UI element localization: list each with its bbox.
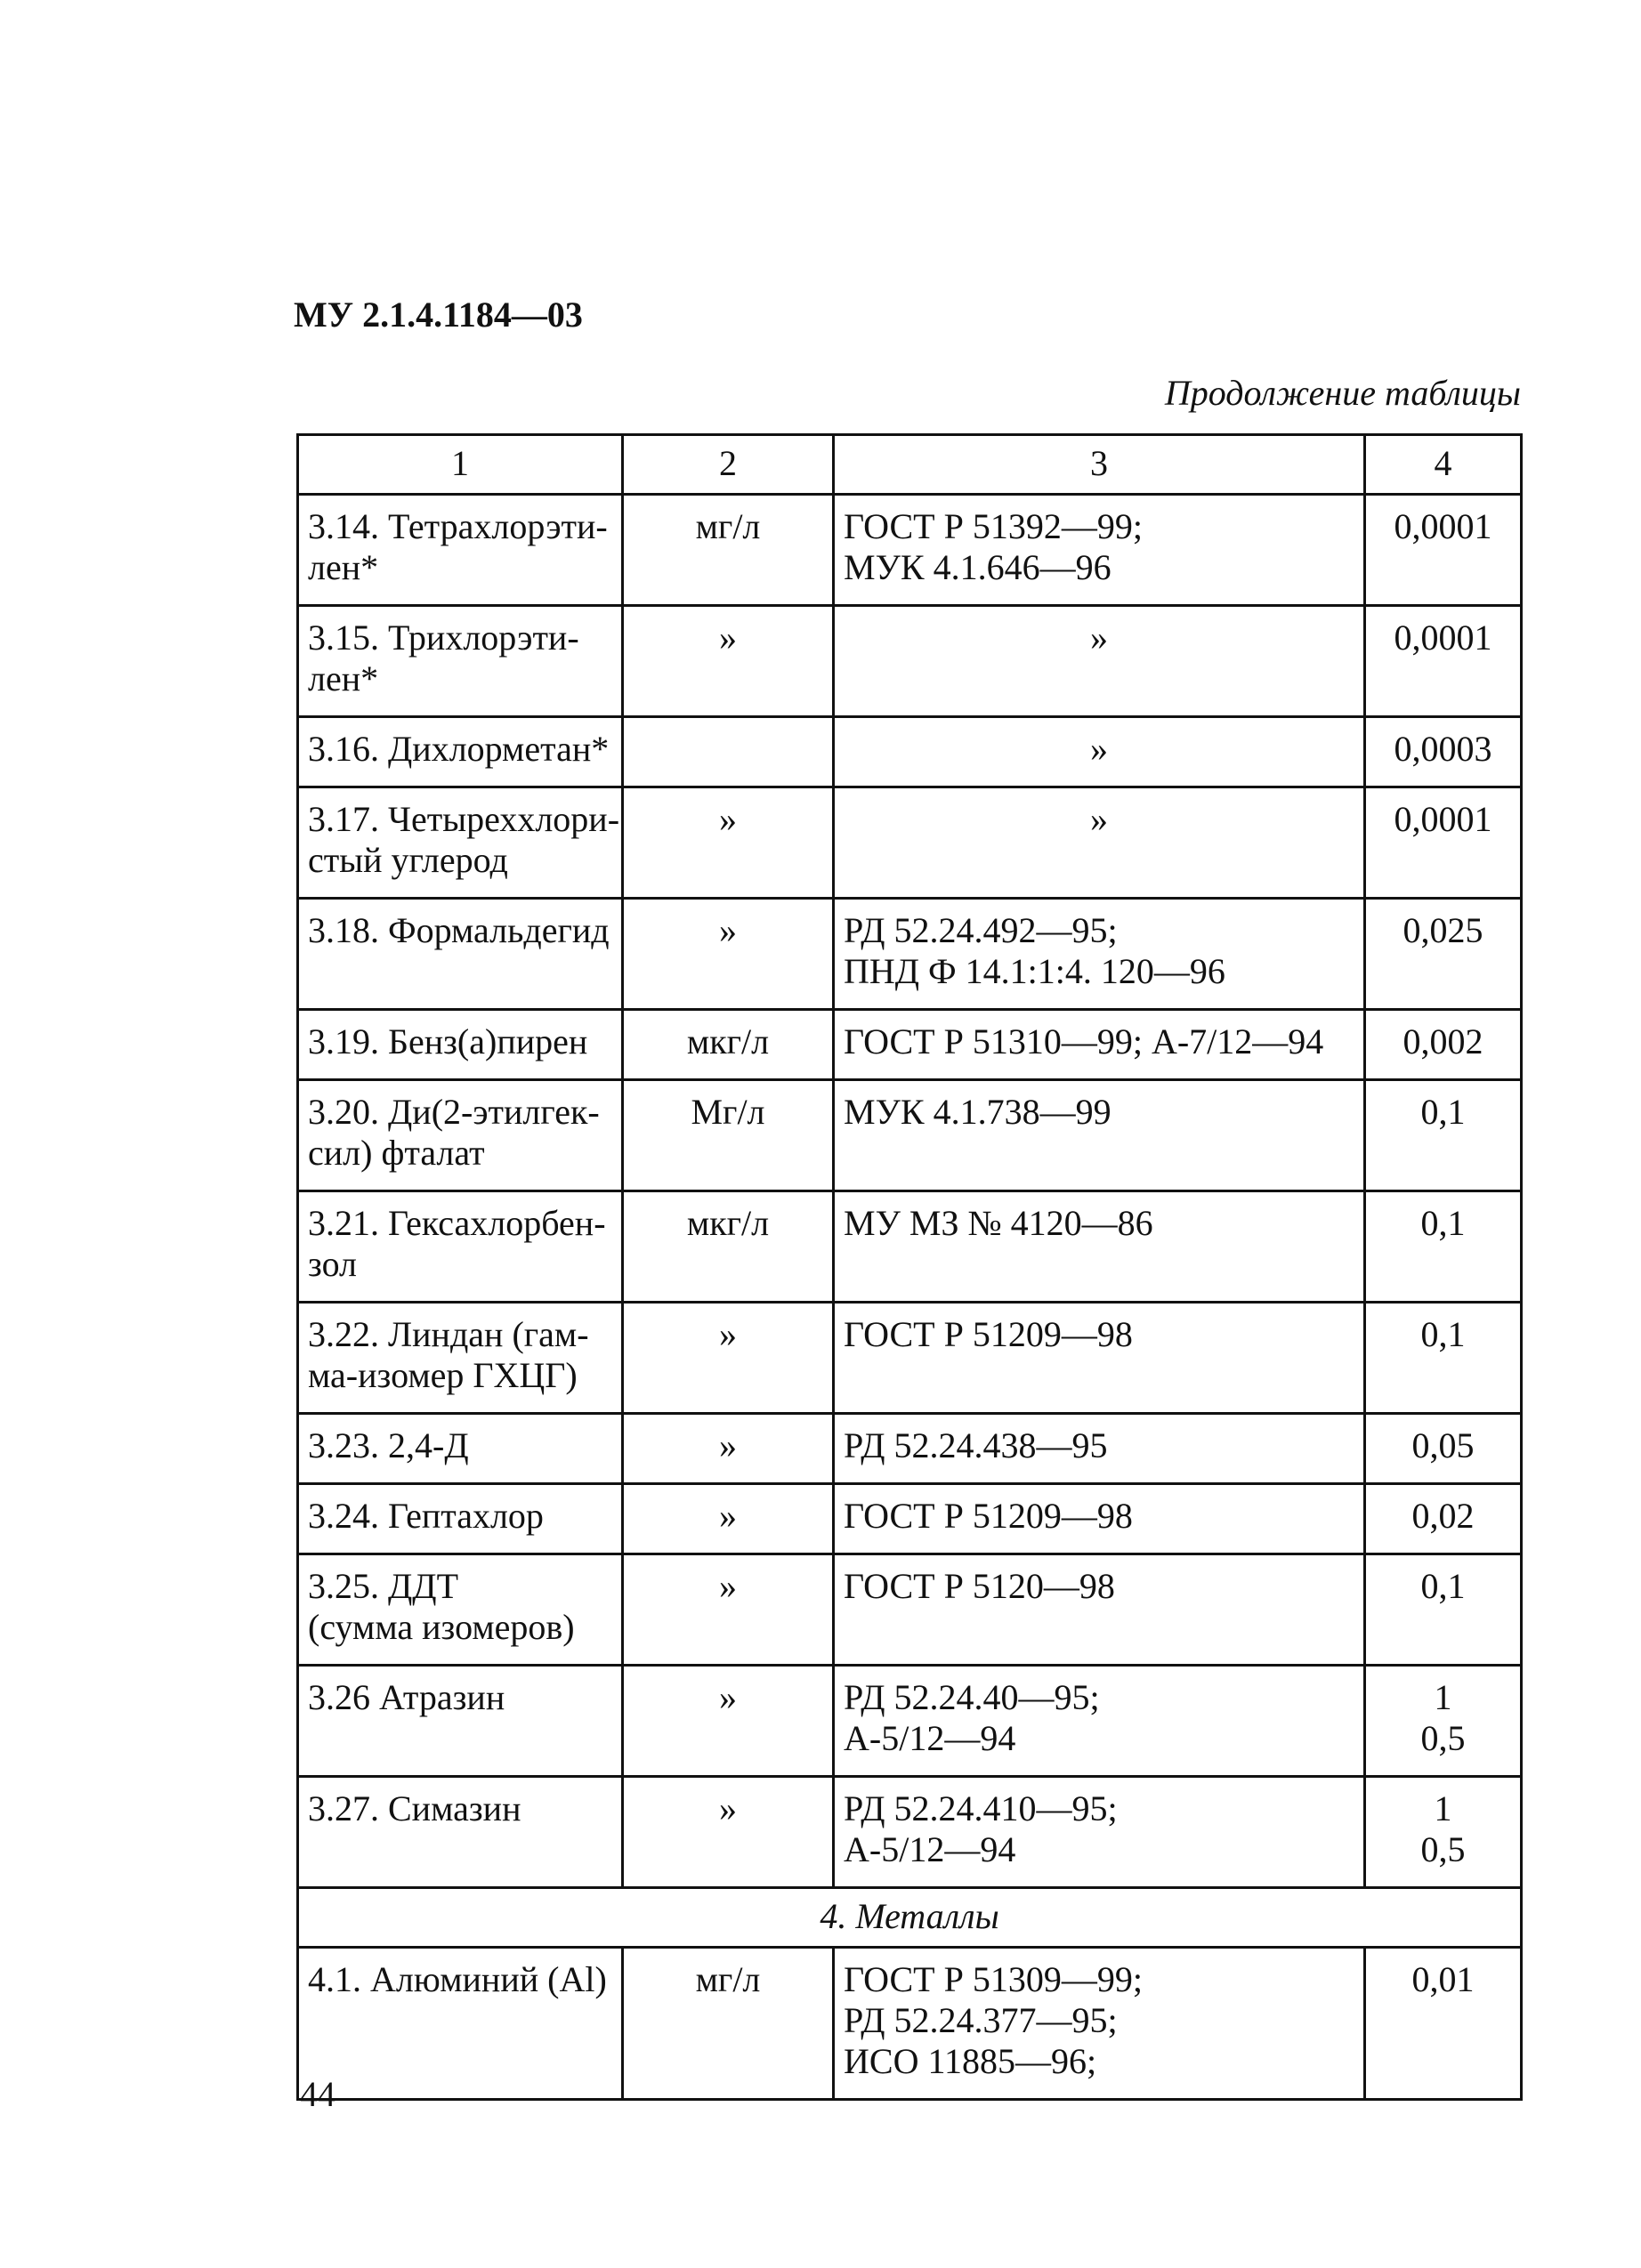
table-row — [298, 717, 1522, 787]
table-row — [298, 787, 1522, 899]
cell-text-line: (сумма изомеров) — [308, 1607, 575, 1647]
value-cell — [1365, 787, 1522, 899]
value-cell — [1365, 1191, 1522, 1303]
unit-cell: » — [623, 1414, 834, 1484]
method-cell — [834, 1948, 1365, 2100]
method-cell — [834, 1484, 1365, 1554]
page-number: 44 — [300, 2074, 335, 2114]
cell-text-line: 3.23. 2,4-Д — [308, 1425, 469, 1465]
cell-text-line: 1 — [1434, 1677, 1452, 1717]
table-row — [298, 495, 1522, 606]
cell-text-line: 3.18. Формальдегид — [308, 910, 610, 950]
table-row — [298, 1777, 1522, 1888]
indicator-name-cell — [298, 717, 623, 787]
cell-text-line: 0,1 — [1420, 1203, 1466, 1243]
cell-text-line: ИСО 11885—96; — [844, 2041, 1097, 2081]
cell-text-line: 3.24. Гептахлор — [308, 1496, 544, 1536]
unit-cell: мг/л — [623, 495, 834, 606]
indicator-name-cell — [298, 1666, 623, 1777]
unit-cell: » — [623, 1554, 834, 1666]
column-header: 3 — [834, 435, 1365, 495]
cell-text-line: 3.21. Гексахлорбен- — [308, 1203, 606, 1243]
cell-text-line: 0,05 — [1411, 1425, 1475, 1465]
cell-text-line: » — [1090, 729, 1108, 769]
indicator-name-cell — [298, 1948, 623, 2100]
cell-text-line: зол — [308, 1244, 357, 1284]
method-cell — [834, 1191, 1365, 1303]
unit-cell: » — [623, 787, 834, 899]
cell-text-line: 3.17. Четыреххлори- — [308, 799, 620, 839]
cell-text-line: 3.14. Тетрахлорэти- — [308, 506, 608, 546]
indicator-name-cell — [298, 1010, 623, 1080]
value-cell — [1365, 1777, 1522, 1888]
indicator-name-cell — [298, 606, 623, 717]
cell-text-line: РД 52.24.438—95 — [844, 1425, 1108, 1465]
cell-text-line: 3.27. Симазин — [308, 1788, 521, 1828]
cell-text-line: 0,0001 — [1394, 506, 1492, 546]
value-cell — [1365, 899, 1522, 1010]
cell-text-line: 3.16. Дихлорметан* — [308, 729, 610, 769]
value-cell — [1365, 1484, 1522, 1554]
cell-text-line: 0,0001 — [1394, 617, 1492, 658]
cell-text-line: 3.25. ДДТ — [308, 1566, 459, 1606]
table-row — [298, 1080, 1522, 1191]
method-cell — [834, 1303, 1365, 1414]
unit-cell: мкг/л — [623, 1191, 834, 1303]
cell-text-line: ма-изомер ГХЦГ) — [308, 1355, 578, 1395]
method-cell — [834, 1080, 1365, 1191]
cell-text-line: 0,02 — [1411, 1496, 1475, 1536]
cell-text-line: 3.15. Трихлорэти- — [308, 617, 579, 658]
cell-text-line: 0,025 — [1403, 910, 1483, 950]
cell-text-line: 0,002 — [1403, 1021, 1483, 1061]
method-cell — [834, 495, 1365, 606]
unit-cell: » — [623, 1303, 834, 1414]
cell-text-line: 0,5 — [1420, 1718, 1466, 1758]
unit-cell: » — [623, 1777, 834, 1888]
table-row — [298, 606, 1522, 717]
table-row — [298, 1666, 1522, 1777]
value-cell — [1365, 1080, 1522, 1191]
cell-text-line: лен* — [308, 658, 379, 698]
cell-text-line: 3.19. Бенз(а)пирен — [308, 1021, 588, 1061]
cell-text-line: 0,1 — [1420, 1314, 1466, 1354]
cell-text-line: 0,0001 — [1394, 799, 1492, 839]
cell-text-line: ПНД Ф 14.1:1:4. 120—96 — [844, 951, 1225, 991]
cell-text-line: 3.22. Линдан (гам- — [308, 1314, 589, 1354]
cell-text-line: 3.26 Атразин — [308, 1677, 505, 1717]
unit-cell: » — [623, 606, 834, 717]
column-header: 1 — [298, 435, 623, 495]
cell-text-line: ГОСТ Р 51310—99; А-7/12—94 — [844, 1021, 1324, 1061]
unit-cell: » — [623, 1484, 834, 1554]
table-row — [298, 899, 1522, 1010]
cell-text-line: 0,5 — [1420, 1829, 1466, 1869]
table-row — [298, 1303, 1522, 1414]
unit-cell: » — [623, 1666, 834, 1777]
unit-cell — [623, 717, 834, 787]
method-cell — [834, 1414, 1365, 1484]
cell-text-line: А-5/12—94 — [844, 1718, 1016, 1758]
cell-text-line: МУК 4.1.738—99 — [844, 1092, 1112, 1132]
document-code: МУ 2.1.4.1184—03 — [294, 295, 583, 335]
cell-text-line: РД 52.24.492—95; — [844, 910, 1118, 950]
value-cell — [1365, 1554, 1522, 1666]
cell-text-line: ГОСТ Р 51392—99; — [844, 506, 1143, 546]
cell-text-line: сил) фталат — [308, 1133, 485, 1173]
method-cell — [834, 1777, 1365, 1888]
value-cell — [1365, 717, 1522, 787]
table-continuation-label: Продолжение таблицы — [1164, 373, 1521, 413]
indicator-name-cell — [298, 1080, 623, 1191]
cell-text-line: ГОСТ Р 51309—99; — [844, 1959, 1143, 1999]
cell-text-line: лен* — [308, 547, 379, 587]
value-cell — [1365, 1666, 1522, 1777]
value-cell — [1365, 606, 1522, 717]
column-header: 4 — [1365, 435, 1522, 495]
table-header-row — [298, 435, 1522, 495]
cell-text-line: ГОСТ Р 51209—98 — [844, 1314, 1133, 1354]
norms-table — [296, 433, 1523, 2101]
method-cell — [834, 717, 1365, 787]
cell-text-line: РД 52.24.40—95; — [844, 1677, 1100, 1717]
cell-text-line: 3.20. Ди(2-этилгек- — [308, 1092, 600, 1132]
cell-text-line: » — [1090, 617, 1108, 658]
section-row — [298, 1888, 1522, 1948]
indicator-name-cell — [298, 495, 623, 606]
cell-text-line: стый углерод — [308, 840, 508, 880]
indicator-name-cell — [298, 1777, 623, 1888]
cell-text-line: 0,1 — [1420, 1092, 1466, 1132]
cell-text-line: МУ МЗ № 4120—86 — [844, 1203, 1153, 1243]
table-row — [298, 1414, 1522, 1484]
cell-text-line: ГОСТ Р 5120—98 — [844, 1566, 1115, 1606]
cell-text-line: МУК 4.1.646—96 — [844, 547, 1112, 587]
section-title: 4. Металлы — [298, 1888, 1522, 1948]
value-cell — [1365, 1010, 1522, 1080]
cell-text-line: 4.1. Алюминий (Al) — [308, 1959, 607, 1999]
method-cell — [834, 606, 1365, 717]
table-row — [298, 1010, 1522, 1080]
cell-text-line: РД 52.24.410—95; — [844, 1788, 1118, 1828]
unit-cell: Мг/л — [623, 1080, 834, 1191]
indicator-name-cell — [298, 1484, 623, 1554]
table-row — [298, 1554, 1522, 1666]
cell-text-line: ГОСТ Р 51209—98 — [844, 1496, 1133, 1536]
table-row — [298, 1191, 1522, 1303]
cell-text-line: 0,01 — [1411, 1959, 1475, 1999]
unit-cell: мг/л — [623, 1948, 834, 2100]
method-cell — [834, 787, 1365, 899]
method-cell — [834, 1010, 1365, 1080]
value-cell — [1365, 1303, 1522, 1414]
table-row — [298, 1948, 1522, 2100]
method-cell — [834, 1666, 1365, 1777]
unit-cell: мкг/л — [623, 1010, 834, 1080]
indicator-name-cell — [298, 1554, 623, 1666]
cell-text-line: 0,0003 — [1394, 729, 1492, 769]
unit-cell: » — [623, 899, 834, 1010]
cell-text-line: 0,1 — [1420, 1566, 1466, 1606]
cell-text-line: 1 — [1434, 1788, 1452, 1828]
value-cell — [1365, 1948, 1522, 2100]
cell-text-line: А-5/12—94 — [844, 1829, 1016, 1869]
indicator-name-cell — [298, 787, 623, 899]
value-cell — [1365, 1414, 1522, 1484]
value-cell — [1365, 495, 1522, 606]
table-row — [298, 1484, 1522, 1554]
indicator-name-cell — [298, 1191, 623, 1303]
indicator-name-cell — [298, 1303, 623, 1414]
cell-text-line: РД 52.24.377—95; — [844, 2000, 1118, 2040]
method-cell — [834, 1554, 1365, 1666]
cell-text-line: » — [1090, 799, 1108, 839]
indicator-name-cell — [298, 899, 623, 1010]
method-cell — [834, 899, 1365, 1010]
indicator-name-cell — [298, 1414, 623, 1484]
column-header: 2 — [623, 435, 834, 495]
